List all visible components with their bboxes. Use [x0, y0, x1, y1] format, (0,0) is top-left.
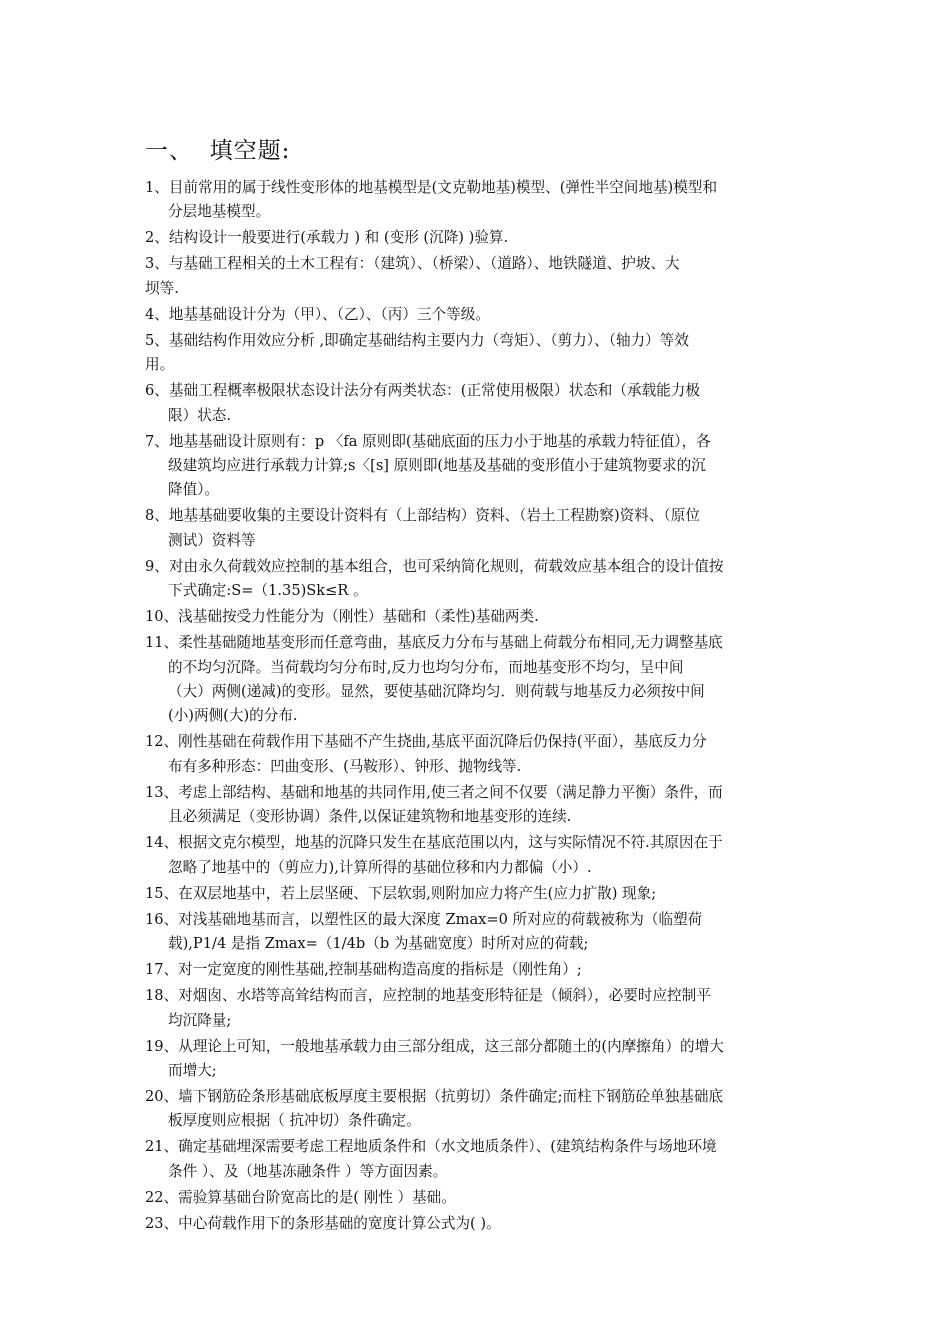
question-line: 9、对由永久荷载效应控制的基本组合，也可采纳简化规则，荷载效应基本组合的设计值按 — [145, 557, 724, 575]
question-line: 1、目前常用的属于线性变形体的地基模型是(文克勒地基)模型、(弹性半空间地基)模型和 — [145, 179, 718, 196]
question-item — [145, 555, 810, 604]
question-line: 分层地基模型。 — [168, 203, 271, 221]
question-line: 11、柔性基础随地基变形而任意弯曲，基底反力分布与基础上荷载分布相同,无力调整基底 — [145, 634, 723, 652]
question-item — [145, 1186, 810, 1210]
question-line: 12、刚性基础在荷载作用下基础不产生挠曲,基底平面沉降后仍保持(平面），基底反力分 — [145, 733, 707, 751]
question-line: 4、地基基础设计分为（甲）、（乙）、（丙）三个等级。 — [145, 305, 490, 323]
question-line: 且必须满足（变形协调）条件,以保证建筑物和地基变形的连续. — [168, 808, 572, 826]
question-line: 降值）。 — [168, 481, 220, 499]
question-item — [145, 1135, 810, 1184]
question-line: 14、根据文克尔模型，地基的沉降只发生在基底范围以内，这与实际情况不符.其原因在于 — [145, 834, 723, 852]
question-line: 19、从理论上可知，一般地基承载力由三部分组成，这三部分都随土的(内摩擦角）的增大 — [145, 1037, 724, 1055]
question-item — [145, 1212, 810, 1236]
question-line: 21、确定基础埋深需要考虑工程地质条件和（水文地质条件）、(建筑结构条件与场地环境 — [145, 1138, 717, 1156]
question-item — [145, 882, 810, 906]
question-line: 布有多种形态：凹曲变形、(马鞍形）、钟形、抛物线等. — [168, 757, 522, 775]
question-line: 17、对一定宽度的刚性基础,控制基础构造高度的指标是（刚性角）; — [145, 961, 582, 979]
question-line: 6、基础工程概率极限状态设计法分有两类状态：(正常使用极限）状态和（承载能力极 — [145, 382, 700, 400]
question-line: 均沉降量; — [168, 1011, 232, 1029]
question-line: (小)两侧(大)的分布. — [168, 707, 298, 725]
question-line: 8、地基基础要收集的主要设计资料有（上部结构）资料、（岩土工程勘察)资料、（原位 — [145, 507, 700, 525]
question-item — [145, 252, 810, 301]
question-line: 5、基础结构作用效应分析 ,即确定基础结构主要内力（弯矩）、（剪力）、（轴力）等效 — [145, 331, 689, 349]
question-line: 条件 ）、及（地基冻融条件 ）等方面因素。 — [168, 1162, 448, 1180]
question-line: 级建筑均应进行承载力计算;s〈[s] 原则即(地基及基础的变形值小于建筑物要求的沉 — [168, 457, 706, 475]
question-list — [145, 176, 810, 1238]
question-item — [145, 226, 810, 250]
question-item — [145, 605, 810, 629]
question-line: （大）两侧(递减)的变形。显然，要使基础沉降均匀．则荷载与地基反力必须按中间 — [168, 683, 705, 701]
question-item — [145, 958, 810, 982]
question-item — [145, 1035, 810, 1084]
question-line: 忽略了地基中的（剪应力),计算所得的基础位移和内力都偏（小）. — [168, 858, 592, 876]
question-item — [145, 303, 810, 327]
question-line: 的不均匀沉降。当荷载均匀分布时,反力也均匀分布，而地基变形不均匀，呈中间 — [168, 658, 684, 676]
question-line: 22、需验算基础台阶宽高比的是( 刚性 ）基础。 — [145, 1188, 456, 1206]
question-line: 载),P1/4 是指 Zmax=（1/4b（b 为基础宽度）时所对应的荷载; — [168, 935, 589, 953]
question-item — [145, 984, 810, 1033]
question-item — [145, 908, 810, 957]
question-line: 23、中心荷载作用下的条形基础的宽度计算公式为( )。 — [145, 1214, 501, 1232]
question-line: 坝等. — [145, 279, 179, 297]
question-item — [145, 176, 810, 225]
question-line: 2、结构设计一般要进行(承载力 ) 和 (变形 (沉降) )验算. — [145, 229, 509, 247]
question-line: 限）状态. — [168, 406, 232, 424]
question-line: 板厚度则应根据（ 抗冲切）条件确定。 — [168, 1112, 421, 1130]
question-item — [145, 831, 810, 880]
question-line: 18、对烟囱、水塔等高耸结构而言，应控制的地基变形特征是（倾斜），必要时应控制平 — [145, 987, 711, 1005]
question-item — [145, 781, 810, 830]
section-heading: 一、 填空题: — [145, 138, 291, 164]
question-line: 下式确定:S=（1.35)Sk≤R 。 — [168, 582, 368, 600]
question-line: 而增大; — [168, 1061, 217, 1079]
question-line: 7、地基基础设计原则有：p 〈fa 原则即(基础底面的压力小于地基的承载力特征值），各 — [145, 432, 711, 450]
question-line: 16、对浅基础地基而言，以塑性区的最大深度 Zmax=0 所对应的荷载被称为（临塑荷 — [145, 910, 703, 928]
question-line: 10、浅基础按受力性能分为（刚性）基础和（柔性)基础两类. — [145, 608, 539, 626]
question-item — [145, 504, 810, 553]
question-item — [145, 1085, 810, 1134]
question-line: 15、在双层地基中，若上层坚硬、下层软弱,则附加应力将产生(应力扩散) 现象; — [145, 884, 657, 902]
question-item — [145, 329, 810, 378]
question-line: 13、考虑上部结构、基础和地基的共同作用,使三者之间不仅要（满足静力平衡）条件，而 — [145, 783, 723, 801]
question-line: 20、墙下钢筋砼条形基础底板厚度主要根据（抗剪切）条件确定;而柱下钢筋砼单独基础底 — [145, 1087, 724, 1105]
question-item — [145, 730, 810, 779]
question-line: 测试）资料等 — [168, 531, 256, 549]
question-line: 用。 — [145, 356, 175, 374]
question-line: 3、与基础工程相关的土木工程有：（建筑）、（桥梁）、（道路）、地铁隧道、护坡、大 — [145, 255, 680, 273]
question-item — [145, 430, 810, 503]
question-item — [145, 631, 810, 729]
question-item — [145, 379, 810, 428]
